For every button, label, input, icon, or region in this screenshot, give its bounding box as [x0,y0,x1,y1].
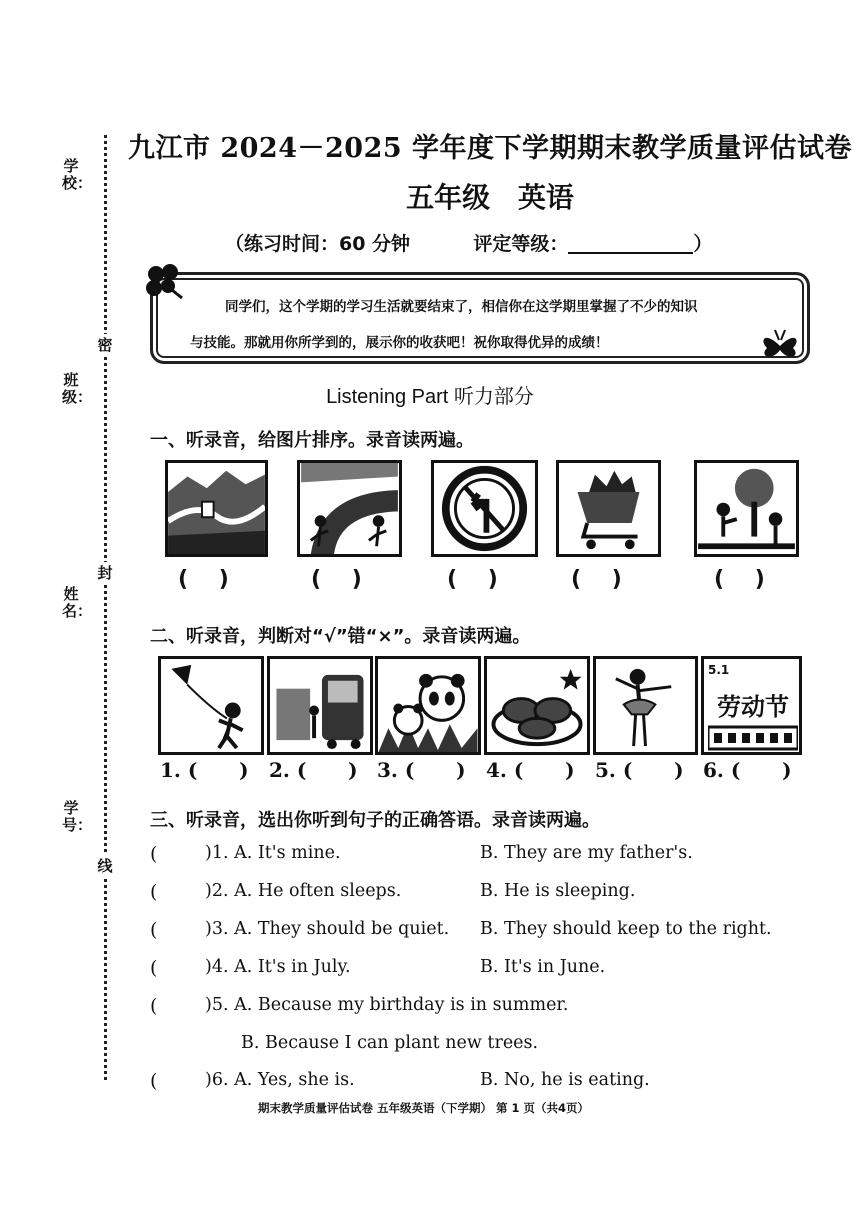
no-left-turn-sign-icon [434,463,535,554]
answer-bracket-5[interactable]: ( [150,995,158,1017]
great-wall-icon [168,463,265,554]
planting-trees-icon [697,463,796,554]
listening-part-title: Listening Part 听力部分 [326,386,534,408]
picture-ballet-dancer [593,656,698,755]
question-row-5b [150,1033,810,1057]
answer-bracket-6[interactable]: ( [150,1070,158,1092]
name-label: 姓名： [62,585,93,620]
judge-blank-3[interactable]: 3. ( ) [377,758,466,782]
question-row-2 [150,881,810,905]
exam-subtitle: 五年级 英语 [406,181,574,214]
judge-blank-2[interactable]: 2. ( ) [269,758,358,782]
labour-day-date: 5.1 [708,663,730,677]
building-icon [708,725,798,751]
order-blank-4[interactable]: ( ) [571,567,622,592]
question-2-option-b: B. He is sleeping. [480,881,636,901]
picture-waiting-for-bus [267,656,373,755]
question-5-option-b: B. Because I can plant new trees. [241,1033,539,1053]
order-blank-5[interactable]: ( ) [714,567,765,592]
judge-blank-6[interactable]: 6. ( ) [703,758,792,782]
judge-blank-1[interactable]: 1. ( ) [160,758,249,782]
section2-heading: 二、听录音，判断对“√”错“×”。录音读两遍。 [150,626,531,647]
binding-dotted-line [104,135,107,1080]
question-6-option-a: )6. A. Yes, she is. [205,1070,355,1090]
order-blank-2[interactable]: ( ) [311,567,362,592]
question-row-3 [150,919,810,943]
labour-day-text: 劳动节 [717,693,789,721]
seal-char-feng: 封 [97,564,113,582]
picture-boy-flying-kite [158,656,264,755]
kite-icon [161,659,261,752]
question-3-option-b: B. They should keep to the right. [480,919,772,939]
time-label: （练习时间：60 分钟 [225,233,411,255]
grade-label: 评定等级： [473,233,569,255]
picture-mooncakes [484,656,590,755]
picture-great-wall [165,460,268,557]
question-row-4 [150,957,810,981]
question-3-option-a: )3. A. They should be quiet. [205,919,450,939]
picture-running-track [297,460,402,557]
picture-planting-trees [694,460,799,557]
picture-labour-day [701,656,802,755]
question-row-1 [150,843,810,867]
time-and-grade-line [225,229,712,256]
picture-pandas [375,656,481,755]
question-1-option-b: B. They are my father's. [480,843,693,863]
answer-bracket-2[interactable]: ( [150,881,158,903]
school-label: 学校： [62,157,93,192]
question-4-option-b: B. It's in June. [480,957,606,977]
question-6-option-b: B. No, he is eating. [480,1070,650,1090]
running-track-icon [300,463,399,554]
question-1-option-a: )1. A. It's mine. [205,843,341,863]
order-blank-3[interactable]: ( ) [447,567,498,592]
panda-icon [378,659,478,752]
picture-shopping-cart [556,460,661,557]
mooncake-icon [487,659,587,752]
judge-blank-4[interactable]: 4. ( ) [486,758,575,782]
page-footer: 期末教学质量评估试卷 五年级英语（下学期） 第 1 页（共4页） [258,1101,590,1115]
answer-bracket-1[interactable]: ( [150,843,158,865]
class-label: 班级： [62,371,93,406]
section1-heading: 一、听录音，给图片排序。录音读两遍。 [150,430,474,451]
seal-char-mi: 密 [97,336,113,354]
picture-no-left-turn-sign [431,460,538,557]
answer-bracket-3[interactable]: ( [150,919,158,941]
bus-icon [270,659,370,752]
question-row-5 [150,995,810,1019]
grade-blank[interactable] [568,232,693,254]
clover-icon [142,262,188,302]
note-line-1: 同学们，这个学期的学习生活就要结束了，相信你在这学期里掌握了不少的知识 [225,299,698,315]
judge-blank-5[interactable]: 5. ( ) [595,758,684,782]
close-paren: ） [693,233,713,255]
order-blank-1[interactable]: ( ) [178,567,229,592]
seal-char-xian: 线 [97,857,113,875]
question-4-option-a: )4. A. It's in July. [205,957,351,977]
note-line-2: 与技能。那就用你所学到的，展示你的收获吧！祝你取得优异的成绩！ [190,335,609,351]
dancer-icon [596,659,695,752]
question-2-option-a: )2. A. He often sleeps. [205,881,402,901]
exam-title: 九江市 2024－2025 学年度下学期期末教学质量评估试卷 [127,133,853,164]
section3-heading: 三、听录音，选出你听到句子的正确答语。录音读两遍。 [150,810,600,831]
question-row-6 [150,1070,810,1094]
student-number-label: 学号： [62,799,93,834]
shopping-cart-icon [559,463,658,554]
answer-bracket-4[interactable]: ( [150,957,158,979]
question-5-option-a: )5. A. Because my birthday is in summer. [205,995,569,1015]
